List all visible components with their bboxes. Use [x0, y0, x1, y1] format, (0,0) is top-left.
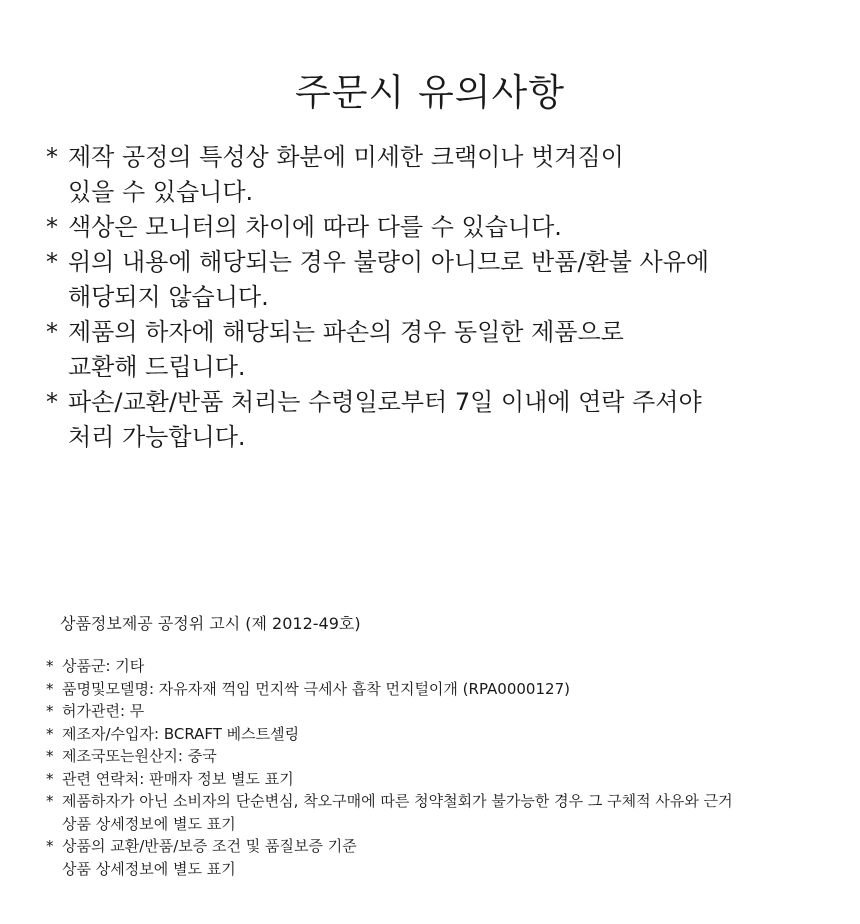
- bullet-asterisk: *: [46, 213, 58, 241]
- bullet-asterisk: *: [46, 837, 54, 855]
- notice-text: 제품의 하자에 해당되는 파손의 경우 동일한 제품으로 교환해 드립니다.: [68, 318, 624, 381]
- info-text: 상품군: 기타: [62, 657, 145, 675]
- bullet-asterisk: *: [46, 724, 54, 743]
- bullet-asterisk: *: [46, 769, 54, 788]
- info-text: 허가관련: 무: [62, 702, 145, 720]
- page-title: 주문시 유의사항: [295, 71, 565, 114]
- info-text: 제조국또는원산지: 중국: [62, 747, 217, 765]
- info-item: [46, 700, 846, 723]
- notice-text: 색상은 모니터의 차이에 따라 다를 수 있습니다.: [68, 213, 562, 241]
- bullet-asterisk: *: [46, 679, 54, 698]
- bullet-asterisk: *: [46, 702, 54, 720]
- info-item: [46, 768, 846, 791]
- order-notice-list: [46, 140, 836, 455]
- bullet-asterisk: *: [46, 143, 58, 171]
- notice-item: [46, 210, 836, 245]
- notice-item: [46, 245, 836, 315]
- bullet-asterisk: *: [46, 747, 54, 765]
- notice-text: 제작 공정의 특성상 화분에 미세한 크랙이나 벗겨짐이 있을 수 있습니다.: [68, 143, 624, 206]
- info-item: [46, 655, 846, 678]
- bullet-asterisk: *: [46, 248, 58, 276]
- bullet-asterisk: *: [46, 792, 54, 810]
- info-text: 관련 연락처: 판매자 정보 별도 표기: [62, 769, 294, 788]
- info-text: 제품하자가 아닌 소비자의 단순변심, 착오구매에 따른 청약철회가 불가능한 경우 그 구체적 사유와 근거 상품 상세정보에 별도 표기: [62, 792, 733, 833]
- notice-item: [46, 315, 836, 385]
- info-text: 상품의 교환/반품/보증 조건 및 품질보증 기준 상품 상세정보에 별도 표기: [62, 837, 357, 878]
- info-item: [46, 678, 846, 701]
- bullet-asterisk: *: [46, 657, 54, 675]
- notice-text: 파손/교환/반품 처리는 수령일로부터 7일 이내에 연락 주셔야 처리 가능합니다.: [68, 388, 702, 451]
- info-item: [46, 835, 846, 880]
- bullet-asterisk: *: [46, 318, 58, 346]
- product-info-heading: 상품정보제공 공정위 고시 (제 2012-49호): [60, 614, 361, 633]
- info-item: [46, 790, 846, 835]
- info-text: 품명및모델명: 자유자재 꺽임 먼지싹 극세사 흡착 먼지털이개 (RPA0000127): [62, 679, 570, 698]
- info-text: 제조자/수입자: BCRAFT 베스트셀링: [62, 724, 300, 743]
- product-info-list: [46, 655, 846, 880]
- info-item: [46, 723, 846, 746]
- notice-item: [46, 385, 836, 455]
- info-item: [46, 745, 846, 768]
- notice-item: [46, 140, 836, 210]
- notice-text: 위의 내용에 해당되는 경우 불량이 아니므로 반품/환불 사유에 해당되지 않습니다.: [68, 248, 710, 311]
- bullet-asterisk: *: [46, 388, 58, 416]
